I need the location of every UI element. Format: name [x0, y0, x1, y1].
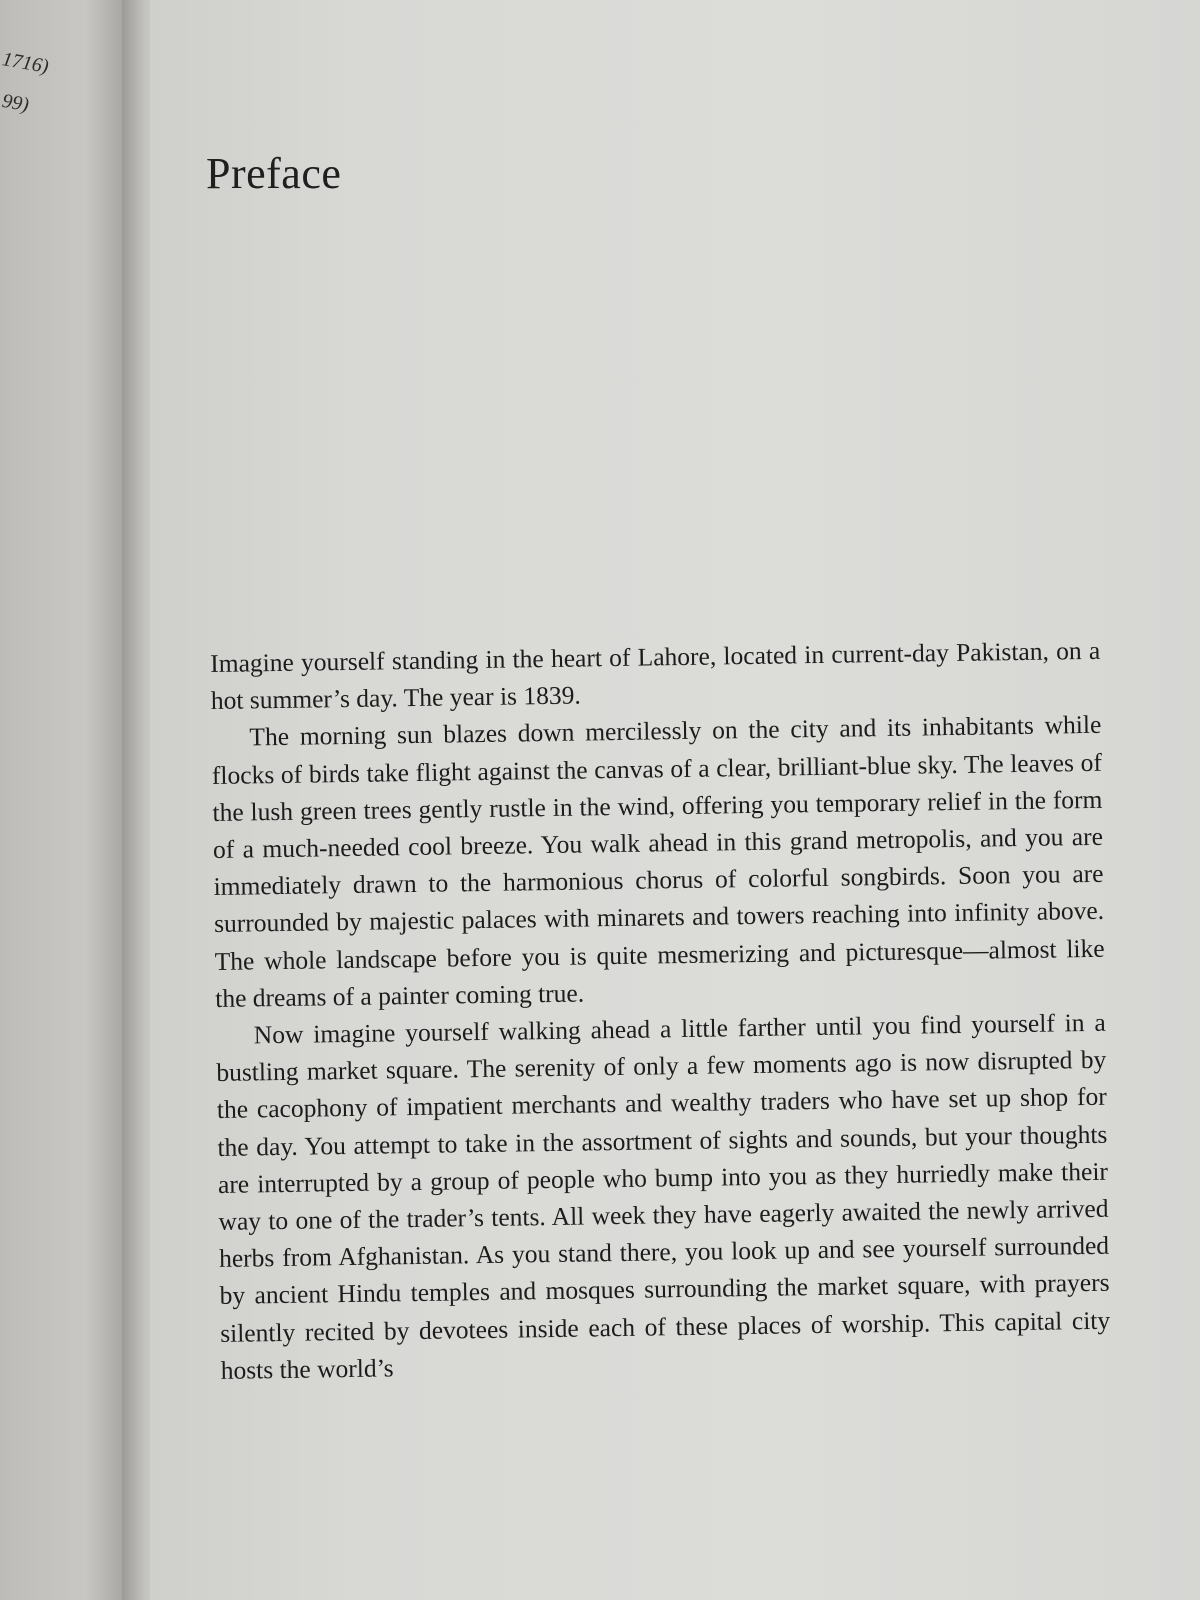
paragraph: Now imagine yourself walking ahead a little farther until you find yourself in a bustling market square. The serenity of only a few moments ago is now disrupted by the cacophony of impatient merchants and wealthy traders who have set up shop for the day. You attempt to take in the assortment of sights and sounds, but your thoughts are interrupted by a group of people who bump into you as they hurriedly make their way to one of the trader’s tents. All week they have eagerly awaited the newly arrived herbs from Afghanistan. As you stand there, you look up and see yourself surrounded by ancient Hindu temples and mosques surrounding the market square, with prayers silently recited by devotees inside each of these places of worship. This capital city hosts the world’s: [216, 1007, 1111, 1385]
left-page-fragment: 1716): [0, 48, 51, 78]
left-page: [0, 0, 122, 1600]
chapter-heading: Preface: [206, 149, 342, 198]
body-text: [210, 632, 1111, 1389]
left-page-fragment: 99): [0, 89, 31, 117]
paragraph: The morning sun blazes down mercilessly on the city and its inhabitants while flocks of birds take flight against the canvas of a clear, brilliant-blue sky. The leaves of the lush green trees gently rustle in the wind, offering you temporary relief in the form of a much-needed cool breeze. You walk ahead in this grand metropolis, and you are immediately drawn to the harmonious chorus of colorful songbirds. Soon you are surrounded by majestic palaces with minarets and towers reaching into infinity above. The whole landscape before you is quite mesmerizing and picturesque—almost like the dreams of a painter coming true.: [211, 710, 1105, 1013]
paragraph: Imagine yourself standing in the heart of Lahore, located in current-day Pakistan, on a hot summer’s day. The year is 1839.: [210, 635, 1101, 716]
